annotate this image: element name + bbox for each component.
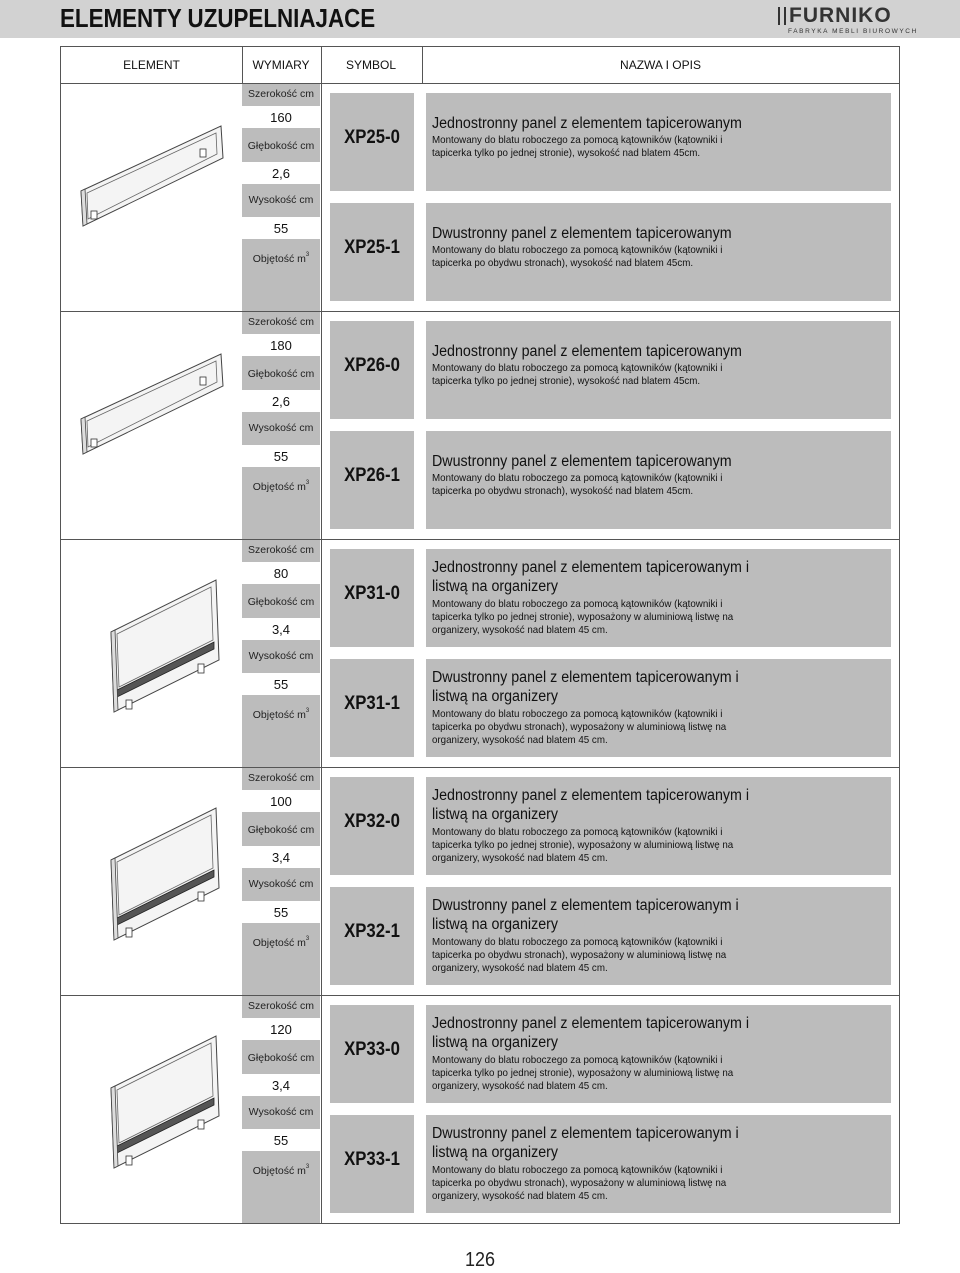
dimension-value: 55 [273, 677, 289, 692]
product-description: Montowany do blatu roboczego za pomocą kątowników (kątowniki i tapicerka po obydwu stronach), wyposażony w aluminiową listwę na organizery, wysokość nad blatem 45 cm. [432, 708, 727, 746]
logo-name: FURNIKO [789, 4, 892, 27]
dimension-value: 100 [270, 794, 292, 809]
volume-unit-sup: 3 [305, 1164, 310, 1170]
product-group [61, 312, 899, 540]
dimension-label: Głębokość cm [247, 596, 315, 608]
table-header [61, 47, 899, 84]
description-box [426, 549, 891, 647]
product-description: Montowany do blatu roboczego za pomocą kątowników (kątowniki i tapicerka po obydwu stronach), wyposażony w aluminiową listwę na organizery, wysokość nad blatem 45 cm. [432, 1164, 727, 1202]
bracket-icon [126, 928, 132, 937]
dimensions-cell [242, 312, 320, 539]
logo-tagline: FABRYKA MEBLI BIUROWYCH [788, 28, 918, 35]
volume-label [242, 480, 320, 493]
dimension-value: 120 [270, 1022, 292, 1037]
dimension-label: Głębokość cm [247, 1052, 315, 1064]
volume-label-text: Objętość m [252, 1165, 306, 1177]
dimension-value: 160 [270, 110, 292, 125]
dimension-label: Szerokość cm [248, 1000, 314, 1012]
page-title: ELEMENTY UZUPELNIAJACE [60, 3, 376, 33]
dimensions-cell [242, 84, 320, 311]
product-title-line2: listwą na organizery [432, 1034, 559, 1051]
bracket-icon [126, 1156, 132, 1165]
description-box [426, 321, 891, 419]
bracket-icon [91, 439, 97, 447]
dimension-label: Wysokość cm [248, 422, 314, 434]
dimension-label: Szerokość cm [248, 544, 314, 556]
dimension-value: 3,4 [271, 850, 291, 865]
brand-logo [778, 4, 918, 36]
volume-unit-sup: 3 [305, 936, 310, 942]
dimension-value: 55 [273, 449, 289, 464]
product-table [60, 46, 900, 1224]
product-symbol: XP33-1 [344, 1149, 400, 1170]
product-group [61, 996, 899, 1224]
dimensions-cell [242, 540, 320, 767]
product-symbol: XP31-0 [344, 583, 400, 604]
product-title-line2: listwą na organizery [432, 688, 559, 705]
product-description: Montowany do blatu roboczego za pomocą kątowników (kątowniki i tapicerka tylko po jednej stronie), wyposażony w aluminiową listwę na organizery, wysokość nad blatem 45 cm. [432, 598, 734, 636]
product-title: Dwustronny panel z elementem tapicerowanym i [432, 669, 739, 686]
volume-label [242, 1164, 320, 1177]
product-description: Montowany do blatu roboczego za pomocą kątowników (kątowniki i tapicerka tylko po jednej stronie), wyposażony w aluminiową listwę na organizery, wysokość nad blatem 45 cm. [432, 1054, 734, 1092]
volume-label-text: Objętość m [252, 709, 306, 721]
product-title: Jednostronny panel z elementem tapicerowanym [432, 343, 742, 360]
volume-label-text: Objętość m [252, 253, 306, 265]
dimension-value: 2,6 [271, 394, 291, 409]
bracket-icon [200, 377, 206, 385]
product-symbol: XP31-1 [344, 693, 400, 714]
element-drawing [71, 780, 236, 980]
dimensions-cell [242, 996, 320, 1223]
product-symbol: XP25-1 [344, 237, 400, 258]
volume-unit-sup: 3 [305, 708, 310, 714]
product-symbol: XP32-1 [344, 921, 400, 942]
dimensions-cell [242, 768, 320, 995]
volume-label [242, 252, 320, 265]
description-box [426, 659, 891, 757]
product-description: Montowany do blatu roboczego za pomocą kątowników (kątowniki i tapicerka tylko po jednej stronie), wyposażony w aluminiową listwę na organizery, wysokość nad blatem 45 cm. [432, 826, 734, 864]
product-title: Jednostronny panel z elementem tapicerowanym i [432, 1015, 750, 1032]
description-box [426, 1005, 891, 1103]
product-title-line2: listwą na organizery [432, 1144, 559, 1161]
dimension-value: 55 [273, 1133, 289, 1148]
product-title: Dwustronny panel z elementem tapicerowanym i [432, 1125, 739, 1142]
header-symbol: SYMBOL [345, 58, 396, 72]
product-symbol: XP26-0 [344, 355, 400, 376]
panel-with-rail-drawing [71, 780, 236, 980]
volume-unit-sup: 3 [305, 252, 310, 258]
logo-wordmark [778, 6, 902, 26]
product-description: Montowany do blatu roboczego za pomocą kątowników (kątowniki i tapicerka po obydwu stronach), wysokość nad blatem 45cm. [432, 244, 723, 269]
dimension-label: Szerokość cm [248, 316, 314, 328]
description-box [426, 1115, 891, 1213]
dimension-label: Wysokość cm [248, 1106, 314, 1118]
product-title: Dwustronny panel z elementem tapicerowanym [432, 453, 732, 470]
dimension-value: 80 [273, 566, 289, 581]
element-drawing [71, 552, 236, 752]
dimension-value: 2,6 [271, 166, 291, 181]
description-box [426, 431, 891, 529]
volume-unit-sup: 3 [305, 480, 310, 486]
product-symbol: XP33-0 [344, 1039, 400, 1060]
volume-label-text: Objętość m [252, 481, 306, 493]
volume-label [242, 936, 320, 949]
product-group [61, 768, 899, 996]
bracket-icon [126, 700, 132, 709]
product-description: Montowany do blatu roboczego za pomocą kątowników (kątowniki i tapicerka tylko po jednej stronie), wysokość nad blatem 45cm. [432, 134, 723, 159]
panel-outline [81, 354, 223, 454]
dimension-label: Głębokość cm [247, 140, 315, 152]
bracket-icon [198, 892, 204, 901]
dimension-value: 55 [273, 221, 289, 236]
product-group [61, 540, 899, 768]
product-description: Montowany do blatu roboczego za pomocą kątowników (kątowniki i tapicerka po obydwu stronach), wysokość nad blatem 45cm. [432, 472, 723, 497]
panel-with-rail-drawing [71, 1008, 236, 1208]
dimension-label: Głębokość cm [247, 368, 315, 380]
description-box [426, 203, 891, 301]
header-element: ELEMENT [123, 58, 180, 72]
product-title: Jednostronny panel z elementem tapicerowanym i [432, 787, 750, 804]
dimension-label: Wysokość cm [248, 194, 314, 206]
product-title-line2: listwą na organizery [432, 578, 559, 595]
description-box [426, 93, 891, 191]
product-description: Montowany do blatu roboczego za pomocą kątowników (kątowniki i tapicerka tylko po jednej stronie), wysokość nad blatem 45cm. [432, 362, 723, 387]
volume-label-text: Objętość m [252, 937, 306, 949]
product-description: Montowany do blatu roboczego za pomocą kątowników (kątowniki i tapicerka po obydwu stronach), wyposażony w aluminiową listwę na organizery, wysokość nad blatem 45 cm. [432, 936, 727, 974]
product-title-line2: listwą na organizery [432, 916, 559, 933]
bracket-icon [198, 1120, 204, 1129]
header-dims: WYMIARY [252, 58, 310, 72]
panel-drawing [71, 96, 236, 296]
bracket-icon [91, 211, 97, 219]
product-symbol: XP25-0 [344, 127, 400, 148]
panel-drawing [71, 324, 236, 524]
bracket-icon [200, 149, 206, 157]
product-group [61, 84, 899, 312]
bracket-icon [198, 664, 204, 673]
page-number: 126 [464, 1249, 496, 1271]
description-box [426, 887, 891, 985]
header-desc: NAZWA I OPIS [620, 58, 701, 72]
product-symbol: XP32-0 [344, 811, 400, 832]
panel-outline [81, 126, 223, 226]
panel-with-rail-drawing [71, 552, 236, 752]
product-title: Jednostronny panel z elementem tapicerowanym [432, 115, 742, 132]
dimension-label: Głębokość cm [247, 824, 315, 836]
description-box [426, 777, 891, 875]
product-title: Dwustronny panel z elementem tapicerowanym [432, 225, 732, 242]
dimension-value: 180 [270, 338, 292, 353]
volume-label [242, 708, 320, 721]
column-divider [422, 47, 423, 83]
dimension-label: Szerokość cm [248, 88, 314, 100]
dimension-label: Wysokość cm [248, 878, 314, 890]
dimension-label: Szerokość cm [248, 772, 314, 784]
product-title: Jednostronny panel z elementem tapicerowanym i [432, 559, 750, 576]
product-symbol: XP26-1 [344, 465, 400, 486]
product-title-line2: listwą na organizery [432, 806, 559, 823]
element-drawing [71, 96, 236, 296]
dimension-value: 3,4 [271, 1078, 291, 1093]
element-drawing [71, 324, 236, 524]
dimension-label: Wysokość cm [248, 650, 314, 662]
dimension-value: 55 [273, 905, 289, 920]
product-title: Dwustronny panel z elementem tapicerowanym i [432, 897, 739, 914]
logo-bars-icon [778, 7, 786, 25]
element-drawing [71, 1008, 236, 1208]
dimension-value: 3,4 [271, 622, 291, 637]
